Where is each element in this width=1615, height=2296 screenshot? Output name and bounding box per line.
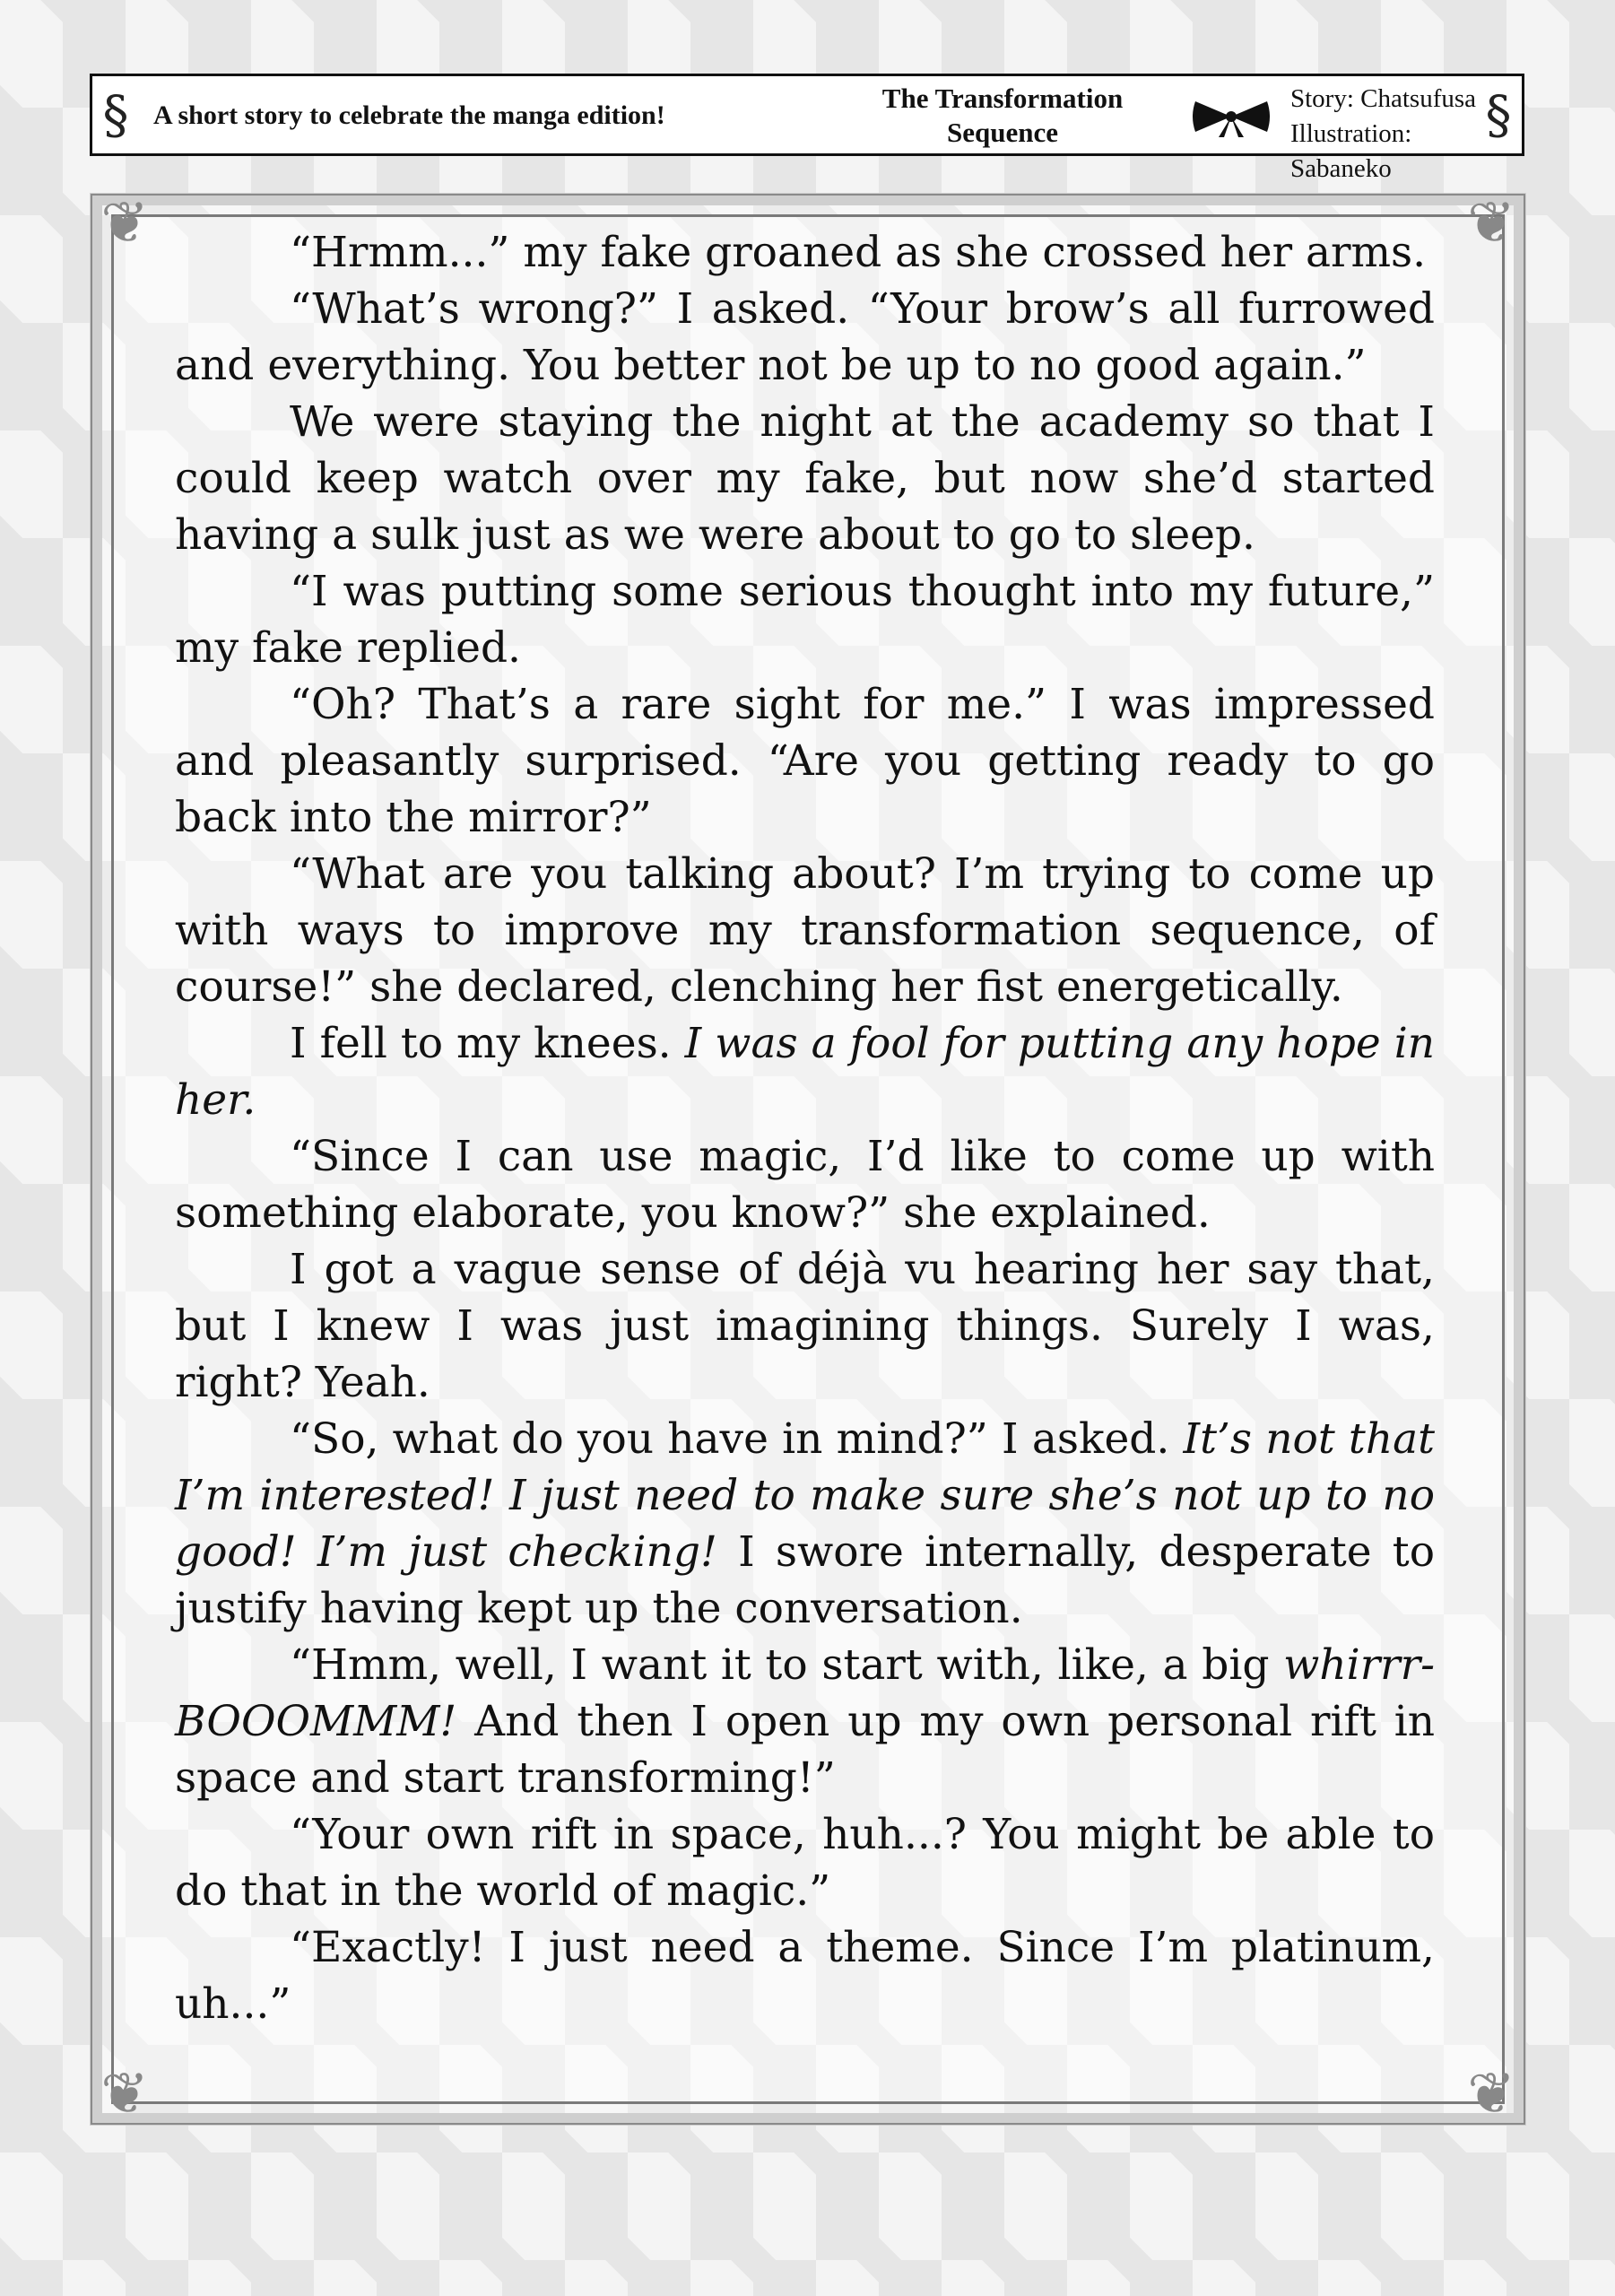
- paragraph: [175, 1015, 1435, 1128]
- ribbon-bow-icon: [1186, 94, 1276, 139]
- story-title-line2: Sequence: [947, 117, 1058, 148]
- paragraph: “Since I can use magic, I’d like to come up with something elaborate, you know?” she explained.: [175, 1132, 1435, 1238]
- dialogue: “So, what do you have in mind?” I asked.: [290, 1414, 1184, 1464]
- inner-thought: I was a fool for putting any hope in her.: [175, 1019, 1435, 1125]
- paragraph: “What’s wrong?” I asked. “Your brow’s all furrowed and everything. You better not be up to no good again.”: [175, 284, 1435, 390]
- paragraph: We were staying the night at the academy so that I could keep watch over my fake, but now she’d started having a sulk just as we were about to go to sleep.: [175, 397, 1435, 560]
- dialogue: “Hmm, well, I want it to start with, like, a big: [290, 1640, 1284, 1690]
- paragraph: “Hrmm...” my fake groaned as she crossed her arms.: [290, 228, 1427, 277]
- header-banner: [90, 74, 1524, 183]
- paragraph: “Exactly! I just need a theme. Since I’m platinum, uh...”: [175, 1923, 1435, 2029]
- corner-flourish-icon: ❦: [1467, 190, 1515, 257]
- sound-effect: whirrr-BOOOMMM!: [175, 1640, 1435, 1746]
- story-credit: Story: Chatsufusa: [1290, 84, 1477, 113]
- narration: I swore internally, desperate to justify having kept up the conversation.: [175, 1527, 1435, 1633]
- corner-flourish-icon: ❦: [100, 2061, 149, 2127]
- paragraph: [175, 1411, 1435, 1637]
- credits: [1290, 82, 1497, 187]
- celebration-caption: A short story to celebrate the manga edition!: [153, 100, 665, 130]
- inner-thought: It’s not that I’m interested! I just need to make sure she’s not up to no good! I’m just checking!: [175, 1414, 1436, 1577]
- paragraph: I got a vague sense of déjà vu hearing her say that, but I knew I was just imagining things. Surely I was, right? Yeah.: [175, 1245, 1435, 1407]
- story-title-line1: The Transformation: [881, 83, 1124, 114]
- right-ornament-icon: §: [1485, 84, 1512, 145]
- corner-flourish-icon: ❦: [100, 190, 149, 257]
- narration: I fell to my knees.: [290, 1019, 685, 1068]
- paragraph: “Your own rift in space, huh...? You might be able to do that in the world of magic.”: [175, 1810, 1435, 1916]
- paragraph: [175, 1637, 1435, 1806]
- dialogue: And then I open up my own personal rift in space and start transforming!”: [175, 1697, 1435, 1803]
- story-body: [175, 224, 1435, 2032]
- paragraph: “What are you talking about? I’m trying to come up with ways to improve my transformation sequence, of course!” she declared, clenching her fist energetically.: [175, 849, 1435, 1012]
- left-ornament-icon: §: [102, 84, 129, 145]
- story-title: [837, 82, 1168, 150]
- illustration-credit: Illustration: Sabaneko: [1290, 119, 1412, 183]
- paragraph: “I was putting some serious thought into my future,” my fake replied.: [175, 567, 1435, 673]
- corner-flourish-icon: ❦: [1467, 2061, 1515, 2127]
- paragraph: “Oh? That’s a rare sight for me.” I was impressed and pleasantly surprised. “Are you getting ready to go back into the mirror?”: [175, 680, 1435, 842]
